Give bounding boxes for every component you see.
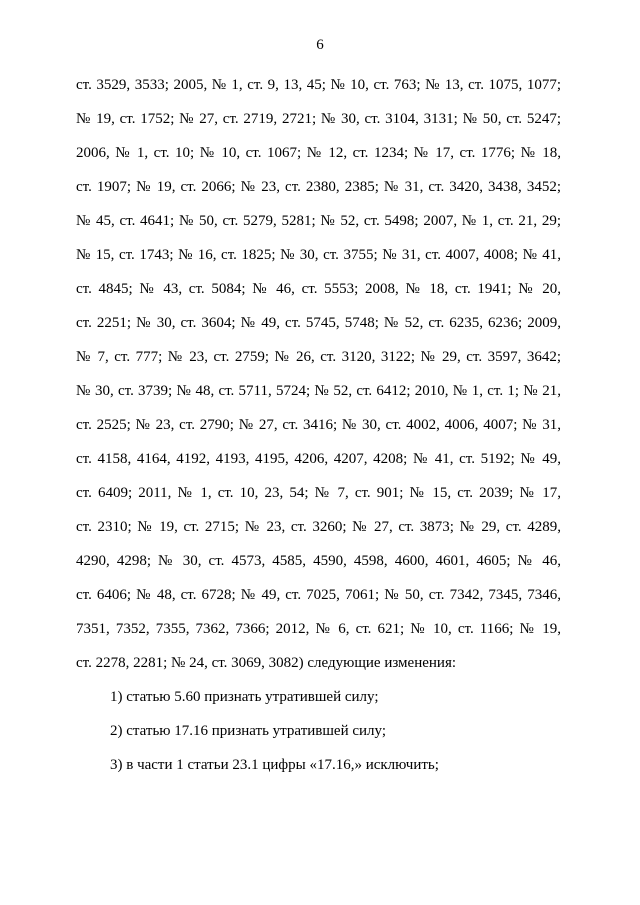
paragraph-line: ст. 3529, 3533; 2005, № 1, ст. 9, 13, 45; № 10, ст. 763; № 13, ст. 1075, 1077;	[76, 77, 561, 93]
paragraph-line: 4290, 4298; № 30, ст. 4573, 4585, 4590, 4598, 4600, 4601, 4605; № 46,	[76, 553, 561, 569]
paragraph-line: № 30, ст. 3739; № 48, ст. 5711, 5724; № 52, ст. 6412; 2010, № 1, ст. 1; № 21,	[76, 383, 561, 399]
list-item-3: 3) в части 1 статьи 23.1 цифры «17.16,» исключить;	[110, 757, 439, 773]
paragraph-line: № 15, ст. 1743; № 16, ст. 1825; № 30, ст. 3755; № 31, ст. 4007, 4008; № 41,	[76, 247, 561, 263]
paragraph-line: 2006, № 1, ст. 10; № 10, ст. 1067; № 12, ст. 1234; № 17, ст. 1776; № 18,	[76, 145, 561, 161]
list-item-2: 2) статью 17.16 признать утратившей силу;	[110, 723, 386, 739]
paragraph-line: ст. 2310; № 19, ст. 2715; № 23, ст. 3260; № 27, ст. 3873; № 29, ст. 4289,	[76, 519, 561, 535]
list-item-1: 1) статью 5.60 признать утратившей силу;	[110, 689, 379, 705]
paragraph-line-last: ст. 2278, 2281; № 24, ст. 3069, 3082) следующие изменения:	[76, 655, 457, 671]
paragraph-line: ст. 1907; № 19, ст. 2066; № 23, ст. 2380, 2385; № 31, ст. 3420, 3438, 3452;	[76, 179, 561, 195]
paragraph-line: 7351, 7352, 7355, 7362, 7366; 2012, № 6, ст. 621; № 10, ст. 1166; № 19,	[76, 621, 561, 637]
paragraph-line: ст. 4845; № 43, ст. 5084; № 46, ст. 5553; 2008, № 18, ст. 1941; № 20,	[76, 281, 561, 297]
paragraph-line: № 19, ст. 1752; № 27, ст. 2719, 2721; № 30, ст. 3104, 3131; № 50, ст. 5247;	[76, 111, 561, 127]
document-body	[76, 68, 561, 782]
paragraph-line: ст. 6409; 2011, № 1, ст. 10, 23, 54; № 7, ст. 901; № 15, ст. 2039; № 17,	[76, 485, 561, 501]
paragraph-line: № 7, ст. 777; № 23, ст. 2759; № 26, ст. 3120, 3122; № 29, ст. 3597, 3642;	[76, 349, 561, 365]
paragraph-line: ст. 6406; № 48, ст. 6728; № 49, ст. 7025, 7061; № 50, ст. 7342, 7345, 7346,	[76, 587, 561, 603]
paragraph-line: № 45, ст. 4641; № 50, ст. 5279, 5281; № 52, ст. 5498; 2007, № 1, ст. 21, 29;	[76, 213, 561, 229]
paragraph-line: ст. 4158, 4164, 4192, 4193, 4195, 4206, 4207, 4208; № 41, ст. 5192; № 49,	[76, 451, 561, 467]
page-number: 6	[316, 37, 324, 53]
paragraph-line: ст. 2525; № 23, ст. 2790; № 27, ст. 3416; № 30, ст. 4002, 4006, 4007; № 31,	[76, 417, 561, 433]
paragraph-line: ст. 2251; № 30, ст. 3604; № 49, ст. 5745, 5748; № 52, ст. 6235, 6236; 2009,	[76, 315, 561, 331]
